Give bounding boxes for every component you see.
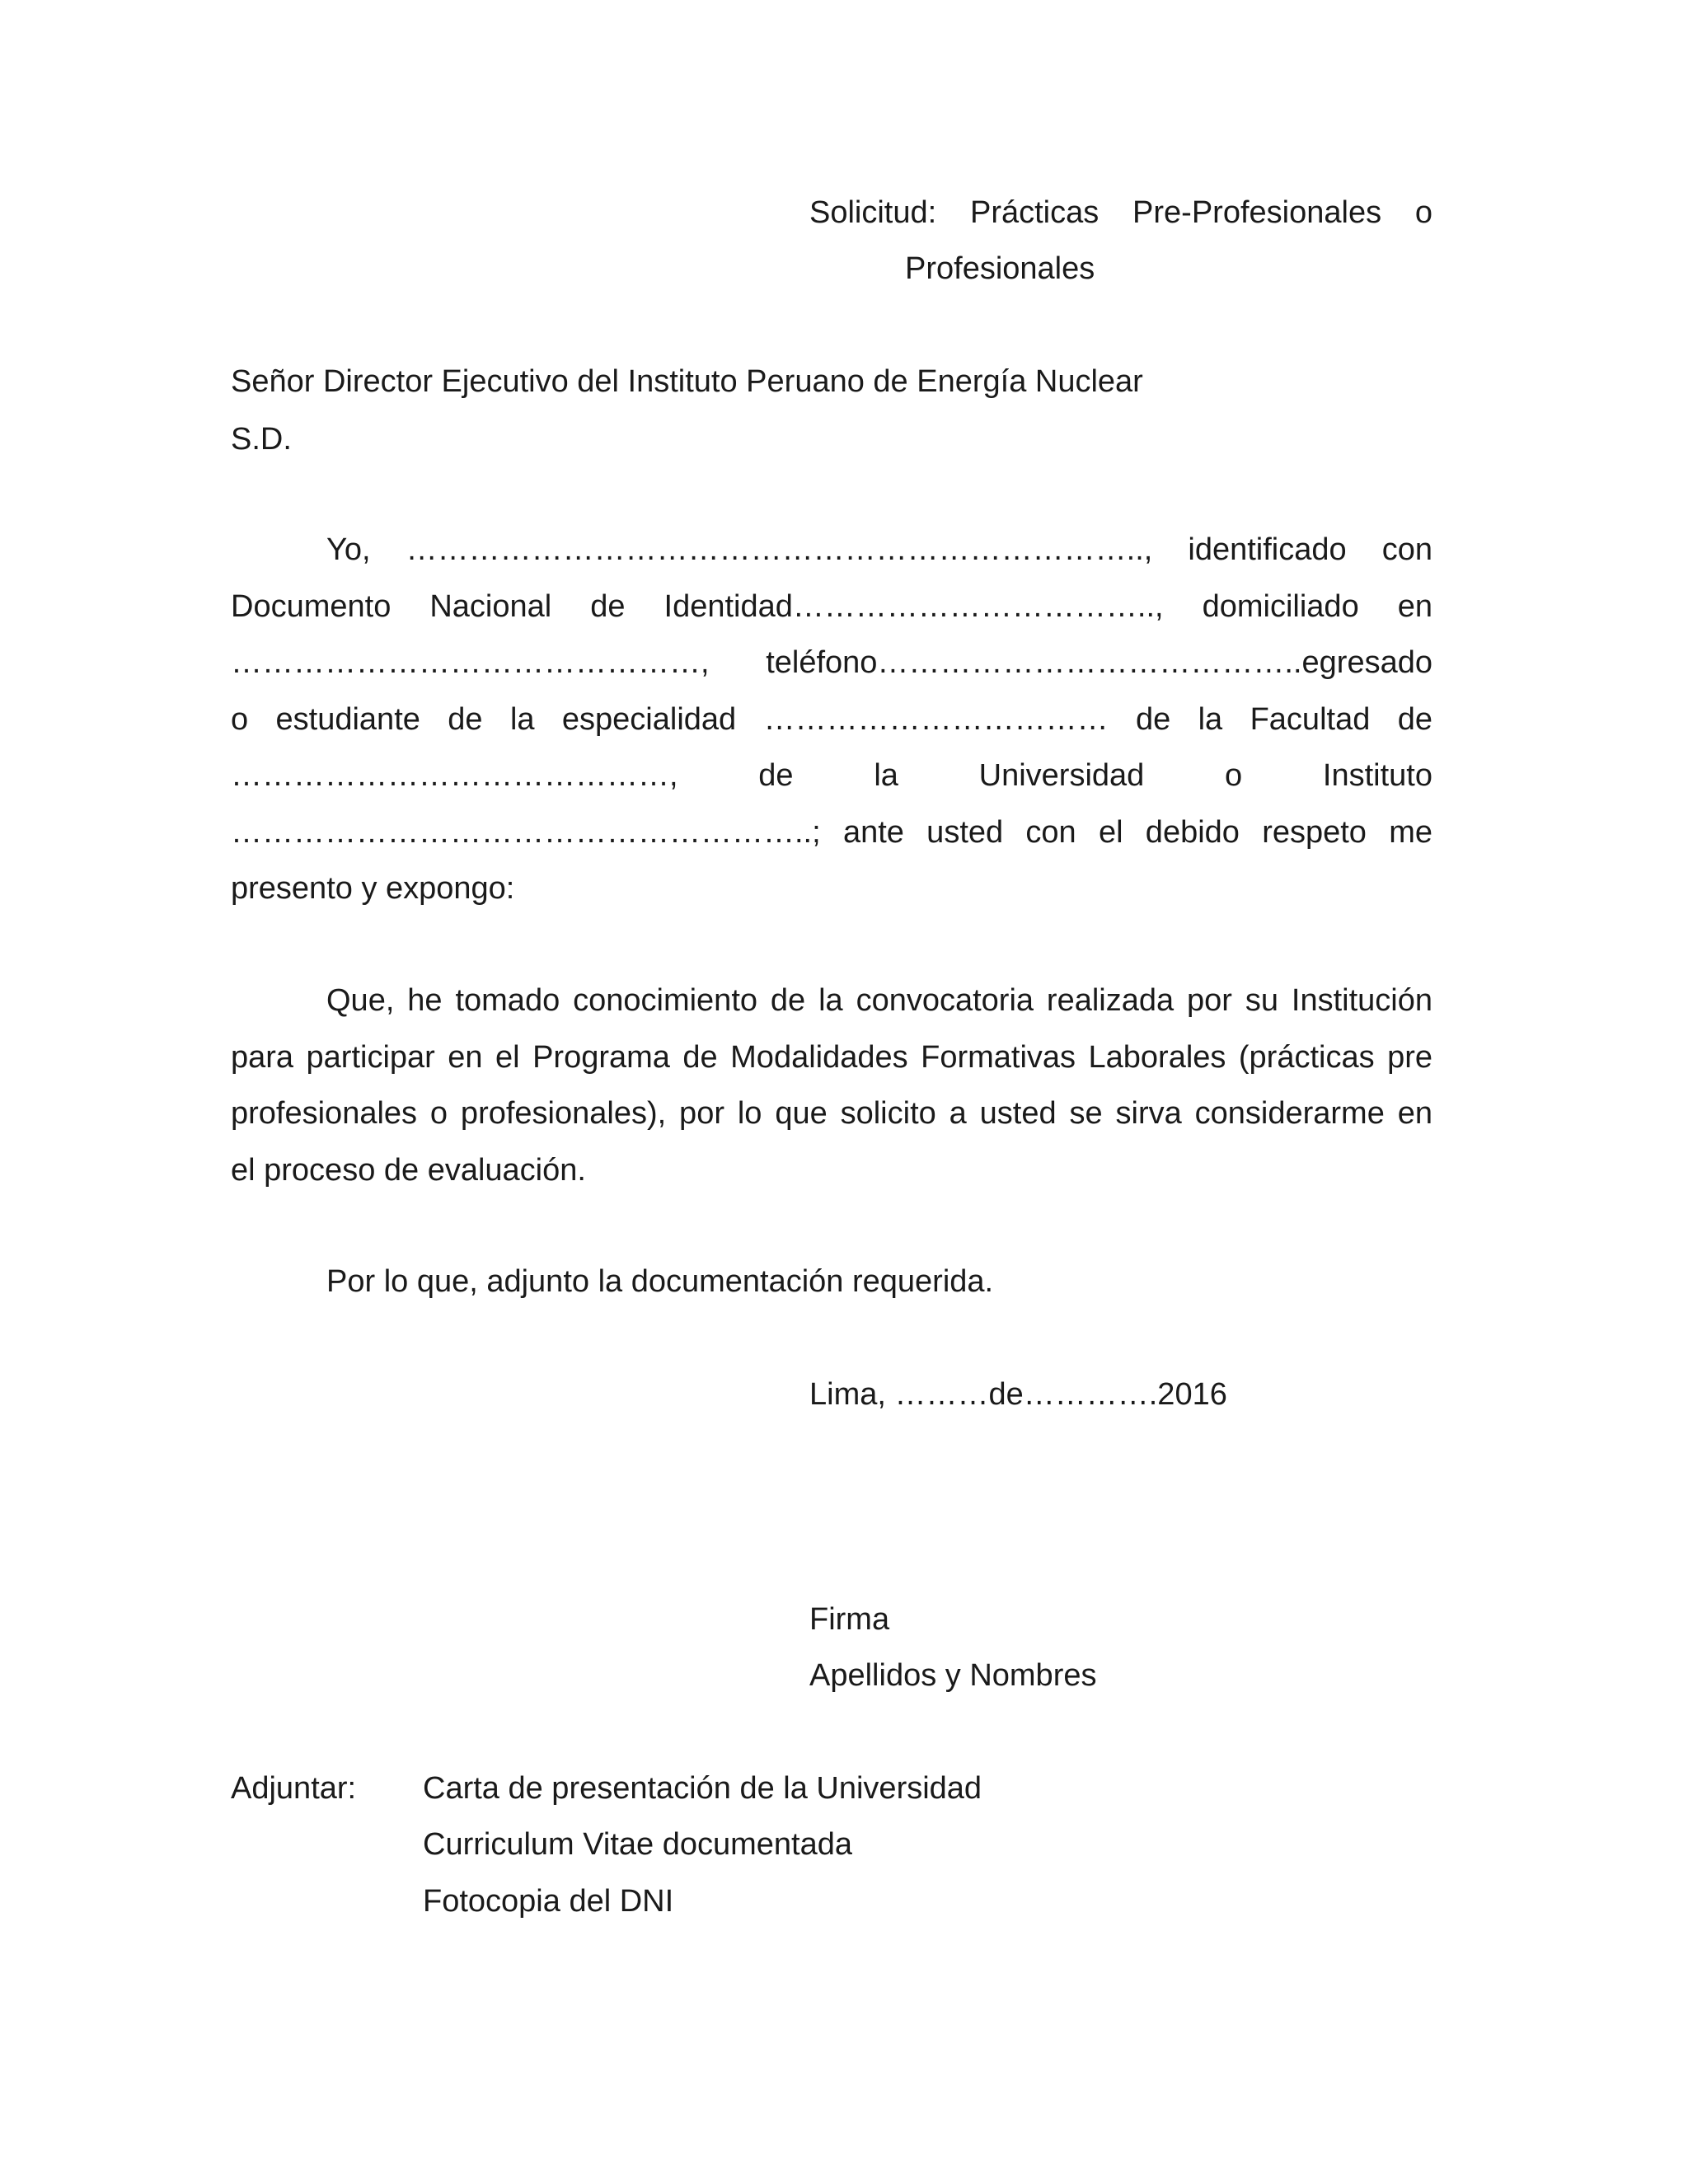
signature-label: Firma — [809, 1602, 890, 1637]
attachment-item: Curriculum Vitae documentada — [423, 1827, 853, 1862]
subject-line-1: Solicitud: Prácticas Pre-Profesionales o — [809, 195, 1432, 230]
paragraph3: Por lo que, adjunto la documentación requerida. — [326, 1264, 994, 1299]
paragraph1-line-2: Documento Nacional de Identidad…………………………….., domiciliado en — [231, 589, 1432, 624]
paragraph1-line-1: Yo, …………………………………………………………….., identificado con — [326, 532, 1432, 567]
paragraph1-line-5: ……………………………………, de la Universidad o Instituto — [231, 758, 1432, 793]
addressee-line-1: Señor Director Ejecutivo del Instituto Peruano de Energía Nuclear — [231, 364, 1143, 399]
attachment-item: Carta de presentación de la Universidad — [423, 1771, 982, 1806]
paragraph1-line-4: o estudiante de la especialidad …………………………… de la Facultad de — [231, 702, 1432, 737]
addressee-line-2: S.D. — [231, 422, 292, 457]
paragraph2-line-2: para participar en el Programa de Modalidades Formativas Laborales (prácticas pre — [231, 1040, 1432, 1075]
date-line: Lima, ………de………….2016 — [809, 1377, 1227, 1412]
subject-line-2: Profesionales — [905, 251, 1095, 286]
paragraph1-line-6: ………………………………………………..; ante usted con el debido respeto me — [231, 815, 1432, 850]
paragraph1-line-7: presento y expongo: — [231, 871, 515, 906]
attachment-item: Fotocopia del DNI — [423, 1884, 674, 1919]
paragraph2-line-4: el proceso de evaluación. — [231, 1153, 586, 1188]
paragraph2-line-1: Que, he tomado conocimiento de la convocatoria realizada por su Institución — [326, 983, 1432, 1018]
signature-names: Apellidos y Nombres — [809, 1658, 1097, 1693]
paragraph2-line-3: profesionales o profesionales), por lo que solicito a usted se sirva considerarme en — [231, 1096, 1432, 1131]
attachments-label: Adjuntar: — [231, 1771, 357, 1806]
paragraph1-line-3: ………………………………………, teléfono…………………………………..egresado — [231, 645, 1432, 680]
